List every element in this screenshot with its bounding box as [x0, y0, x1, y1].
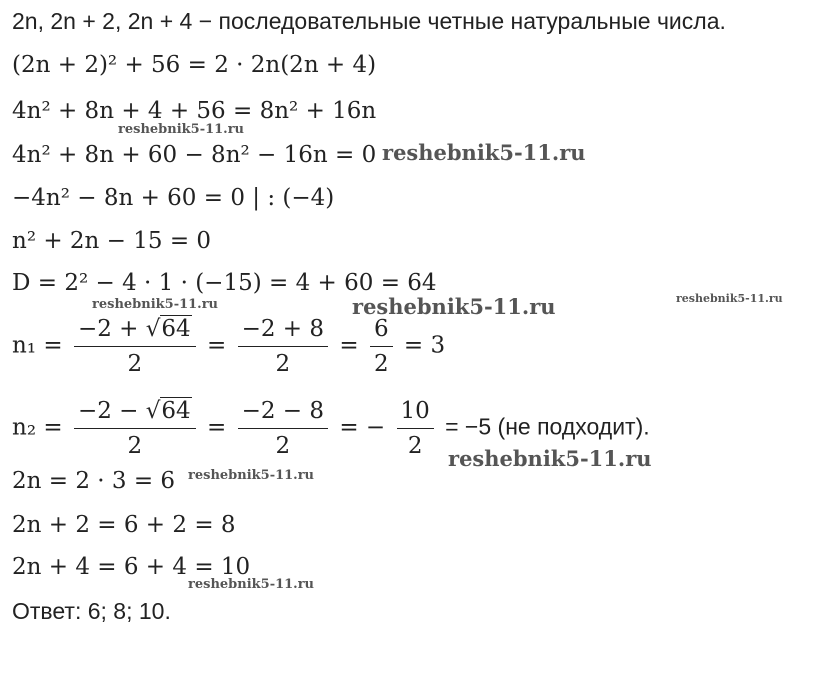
problem-statement: 2n, 2n + 2, 2n + 4 − последовательные четные натуральные числа. — [12, 8, 726, 34]
discriminant: D = 2² − 4 · 1 · (−15) = 4 + 60 = 64 — [12, 270, 437, 296]
equation-setup: (2n + 2)² + 56 = 2 · 2n(2n + 4) — [12, 52, 377, 78]
number-second: 2n + 2 = 6 + 2 = 8 — [12, 512, 236, 538]
quadratic-equation: n² + 2n − 15 = 0 — [12, 228, 212, 254]
number-first: 2n = 2 · 3 = 6 — [12, 468, 176, 494]
watermark: reshebnik5-11.ru — [118, 122, 245, 137]
root-n2: n₂ = $\frac{-2 - √64}{2}$ = $\frac{-2 - 8}{2}$ = − $\frac{10}{2}$ = −5 (не подходит). — [12, 398, 650, 459]
n1-label: n₁ = — [12, 332, 63, 359]
watermark: reshebnik5-11.ru — [188, 468, 315, 483]
n1-fraction-2: $\frac{-2 + 8}{2}$ — [238, 314, 328, 379]
n1-fraction-3: $\frac{6}{2}$ — [370, 314, 393, 379]
watermark: reshebnik5-11.ru — [676, 292, 783, 305]
equation-divided: −4n² − 8n + 60 = 0 | : (−4) — [12, 185, 335, 211]
watermark: reshebnik5-11.ru — [92, 297, 219, 312]
watermark: reshebnik5-11.ru — [382, 140, 586, 165]
n2-fraction-1: $\frac{-2 - √64}{2}$ — [74, 396, 196, 461]
answer: Ответ: 6; 8; 10. — [12, 598, 171, 624]
n2-label: n₂ = — [12, 414, 63, 441]
root-n1: n₁ = $\frac{-2 + √64}{2}$ = $\frac{-2 + 8}{2}$ = $\frac{6}{2}$ = 3 — [12, 316, 446, 377]
watermark: reshebnik5-11.ru — [448, 446, 652, 471]
watermark: reshebnik5-11.ru — [188, 577, 315, 592]
equation-moved: 4n² + 8n + 60 − 8n² − 16n = 0 — [12, 142, 377, 168]
number-third: 2n + 4 = 6 + 4 = 10 — [12, 554, 251, 580]
n1-fraction-1: $\frac{-2 + √64}{2}$ — [74, 314, 196, 379]
n2-fraction-3: $\frac{10}{2}$ — [397, 396, 434, 461]
n2-fraction-2: $\frac{-2 - 8}{2}$ — [238, 396, 328, 461]
equation-expanded: 4n² + 8n + 4 + 56 = 8n² + 16n — [12, 98, 377, 124]
watermark: reshebnik5-11.ru — [352, 294, 556, 319]
